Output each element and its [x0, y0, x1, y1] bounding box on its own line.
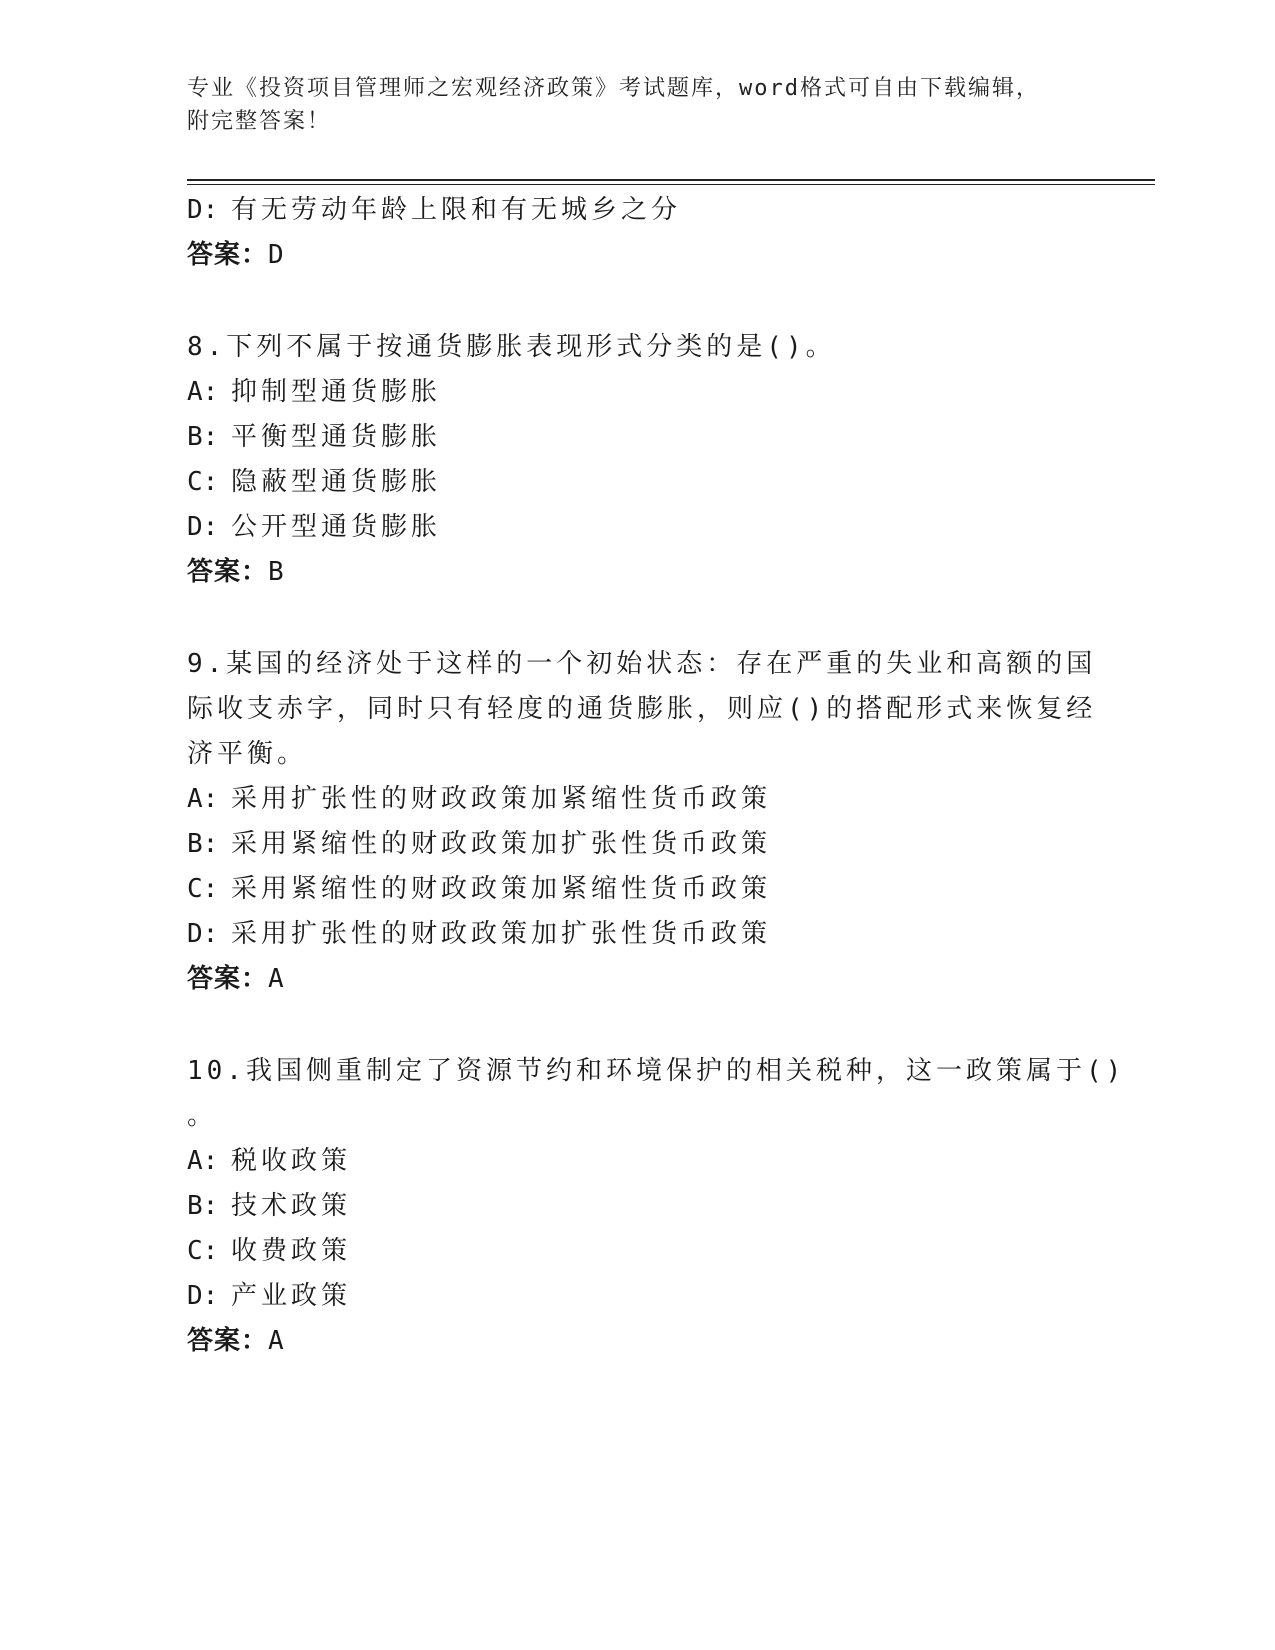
option-d [187, 505, 1087, 550]
option-letter: D: [187, 1281, 219, 1311]
answer-value: D [268, 240, 285, 270]
option-letter: B: [187, 829, 219, 859]
option-b [187, 1184, 1087, 1229]
question-stem: 8.下列不属于按通货膨胀表现形式分类的是()。 [187, 332, 836, 362]
option-text: 收费政策 [231, 1236, 352, 1266]
answer-line [187, 233, 1087, 278]
answer-label: 答案： [187, 240, 269, 270]
option-letter: D: [187, 919, 219, 949]
answer-line [187, 1319, 1087, 1364]
option-letter: D: [187, 512, 219, 542]
option-text: 采用扩张性的财政政策加扩张性货币政策 [231, 919, 772, 949]
header-line-1: 专业《投资项目管理师之宏观经济政策》考试题库，word格式可自由下载编辑， [187, 76, 1040, 101]
option-text: 采用扩张性的财政政策加紧缩性货币政策 [231, 784, 772, 814]
option-text: 公开型通货膨胀 [231, 512, 442, 542]
option-d [187, 1274, 1087, 1319]
answer-value: A [268, 1326, 285, 1356]
option-text: 技术政策 [231, 1191, 352, 1221]
question-stem-line: 10.我国侧重制定了资源节约和环境保护的相关税种，这一政策属于() [187, 1056, 1126, 1086]
option-text: 税收政策 [231, 1146, 352, 1176]
spacer [187, 1002, 1087, 1049]
header-line-2: 附完整答案！ [187, 109, 332, 134]
option-c [187, 867, 1087, 912]
option-text: 采用紧缩性的财政政策加紧缩性货币政策 [231, 874, 772, 904]
option-text: 产业政策 [231, 1281, 352, 1311]
option-text: 隐蔽型通货膨胀 [231, 467, 442, 497]
option-letter: A: [187, 784, 219, 814]
question-stem-line: 济平衡。 [187, 739, 308, 769]
answer-label: 答案： [187, 964, 269, 994]
question-stem-line: 际收支赤字，同时只有轻度的通货膨胀，则应()的搭配形式来恢复经 [187, 694, 1097, 724]
answer-value: B [268, 557, 285, 587]
answer-line [187, 550, 1087, 595]
spacer [187, 595, 1087, 642]
header-divider-thin [187, 184, 1155, 185]
option-d [187, 188, 1087, 233]
question-stem-line: 。 [187, 1101, 218, 1131]
question-8 [187, 325, 1087, 595]
question-10 [187, 1049, 1126, 1364]
option-a [187, 777, 1087, 822]
document-body [187, 188, 1126, 1364]
option-letter: B: [187, 1191, 219, 1221]
option-a [187, 370, 1087, 415]
question-stem-line: 9.某国的经济处于这样的一个初始状态：存在严重的失业和高额的国 [187, 649, 1097, 679]
option-b [187, 415, 1087, 460]
option-a [187, 1139, 1087, 1184]
spacer [187, 278, 1087, 325]
option-letter: C: [187, 1236, 219, 1266]
option-text: 有无劳动年龄上限和有无城乡之分 [231, 195, 682, 225]
option-d [187, 912, 1087, 957]
header-divider-thick [187, 179, 1155, 181]
document-header [187, 72, 1067, 138]
option-text: 抑制型通货膨胀 [231, 377, 442, 407]
option-text: 平衡型通货膨胀 [231, 422, 442, 452]
option-letter: A: [187, 377, 219, 407]
option-letter: D: [187, 195, 219, 225]
prev-question [187, 188, 1087, 278]
option-b [187, 822, 1087, 867]
question-9 [187, 642, 1097, 1002]
answer-label: 答案： [187, 1326, 269, 1356]
option-letter: C: [187, 467, 219, 497]
answer-value: A [268, 964, 285, 994]
option-text: 采用紧缩性的财政政策加扩张性货币政策 [231, 829, 772, 859]
option-letter: B: [187, 422, 219, 452]
answer-label: 答案： [187, 557, 269, 587]
option-c [187, 1229, 1087, 1274]
option-c [187, 460, 1087, 505]
option-letter: A: [187, 1146, 219, 1176]
answer-line [187, 957, 1087, 1002]
option-letter: C: [187, 874, 219, 904]
